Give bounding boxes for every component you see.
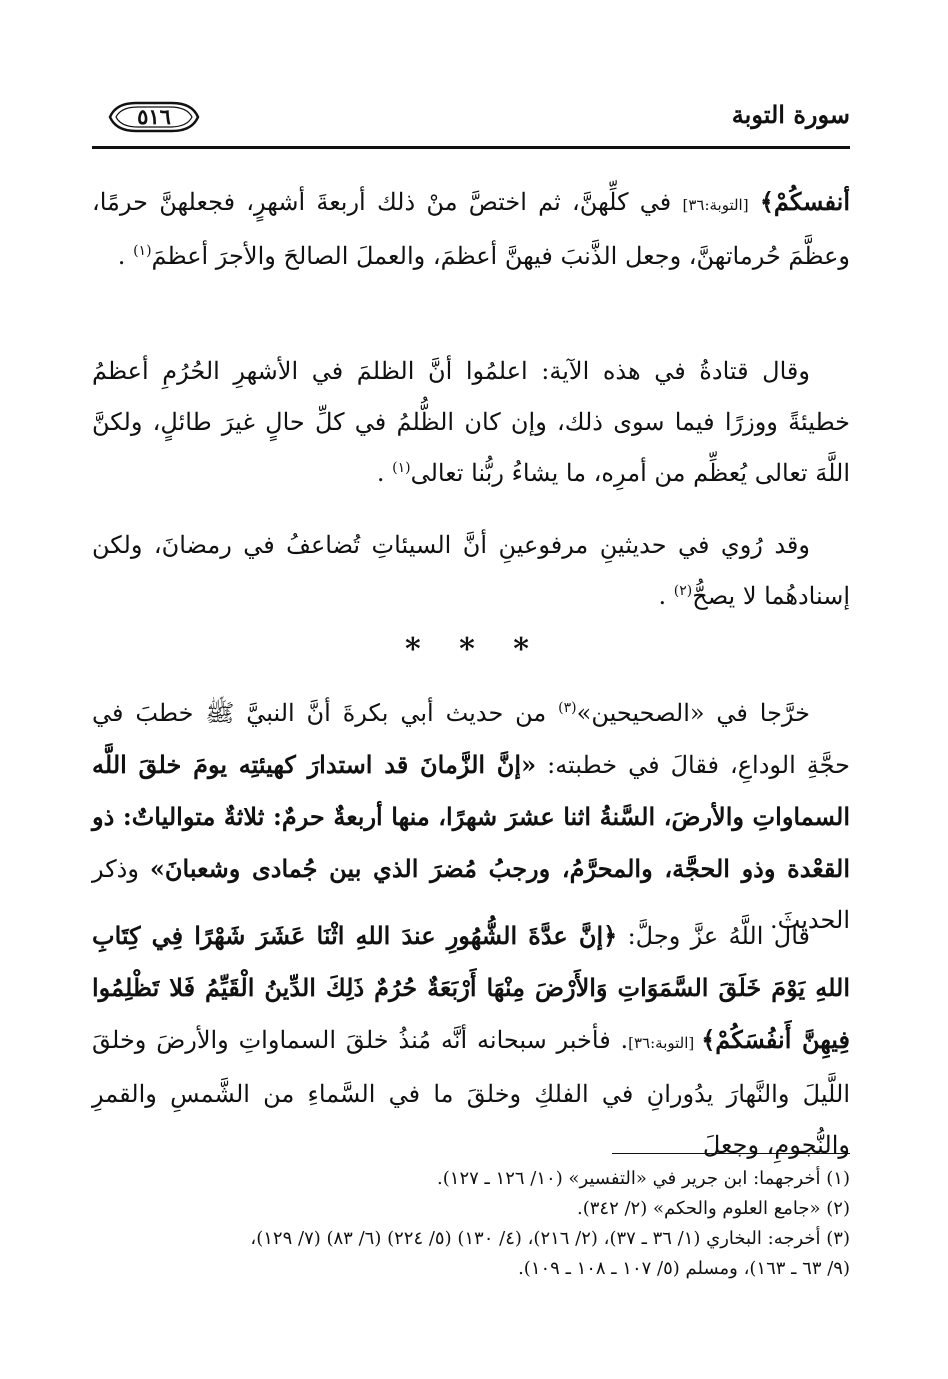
footnote-3-continued: (٩/ ٦٣ ـ ١٦٣)، ومسلم (٥/ ١٠٧ ـ ١٠٨ ـ ١٠٩). [518,1258,850,1279]
paragraph-text: من حديث أبي بكرةَ أنَّ النبيَّ ﷺ خطبَ في حجَّةِ الوداعِ، فقالَ في خطبته: [92,699,850,779]
footnote-1: (١) أخرجهما: ابن جرير في «التفسير» (١٠/ ١٢٦ ـ ١٢٧). [437,1168,850,1189]
quran-fragment: أنفسكُمْ﴾ [759,187,850,216]
paragraph-1 [92,176,850,282]
quran-verse: ﴿إنَّ عدَّةَ الشُّهُورِ عندَ اللهِ اثْنَا عَشَرَ شَهْرًا فِي كِتَابِ اللهِ يَوْمَ خَلَقَ السَّمَوَاتِ وَالأَرْضَ مِنْهَا أَرْبَعَةٌ حُرُمٌ ذَلِكَ الدِّينُ الْقَيِّمُ فَلا تَظْلِمُوا فِيهِنَّ أَنفُسَكُمْ﴾ [92,921,851,1054]
paragraph-text: . فأخبر سبحانه أنَّه مُنذُ خلقَ السماواتِ والأرضَ وخلقَ اللَّيلَ والنَّهارَ يدُورانِ في الفلكِ وخلقَ ما في السَّماءِ من الشَّمسِ والقمرِ والنُّجومِ، وجعلَ [92,1026,850,1159]
paragraph-2 [92,346,850,499]
paragraph-end: وذكر الحديثَ. [92,855,850,934]
header-rule [92,146,850,149]
paragraph-end: . [117,242,134,270]
paragraph-end: . [658,582,674,610]
verse-reference: [التوبة:٣٦] [628,1034,702,1052]
paragraph-text: قال اللَّهُ عزَّ وجلَّ: [617,922,811,950]
paragraph-text: في كلِّهنَّ، ثم اختصَّ منْ ذلك أربعةَ أشهرٍ، فجعلهنَّ حرمًا، وعظَّمَ حُرماتهنَّ، وجعل الذَّنبَ فيهنَّ أعظمَ، والعملَ الصالحَ والأجرَ أعظمَ [92,188,850,270]
footnote-3: (٣) أخرجه: البخاري (١/ ٣٦ ـ ٣٧)، (٢/ ٢١٦)، (٤/ ١٣٠) (٥/ ٢٢٤) (٦/ ٨٣) (٧/ ١٢٩)، [250,1228,850,1249]
section-separator: * * * [405,632,543,667]
paragraph-text: وقد رُوي في حديثينِ مرفوعينِ أنَّ السيئاتِ تُضاعفُ في رمضانَ، ولكن إسنادهُما لا يصحُّ [92,531,850,610]
page-header [92,98,850,158]
footnote-separator [612,1153,850,1154]
paragraph-4 [92,688,850,946]
paragraph-text: خرَّجا في «الصحيحين» [576,699,811,727]
footnote-marker: (٣) [558,700,577,716]
surah-title: سورة التوبة [731,100,850,129]
paragraph-text: وقال قتادةُ في هذه الآية: اعلمُوا أنَّ الظلمَ في الأشهرِ الحُرُمِ أعظمُ خطيئةً ووزرًا فيما سوى ذلك، وإن كان الظُّلمُ في كلِّ حالٍ غيرَ طائلٍ، ولكنَّ اللَّهَ تعالى يُعظِّم من أمرِه، ما يشاءُ ربُّنا تعالى [92,357,851,487]
footnote-marker: (٢) [673,583,693,599]
page-number-badge [106,100,202,134]
hadith-quote: «إنَّ الزَّمانَ قد استدارَ كهيئتِه يومَ خلقَ اللَّه السماواتِ والأرضَ، السَّنةُ اثنا عشرَ شهرًا، منها أربعةٌ حرمٌ: ثلاثةٌ متوالياتٌ: ذو القعْدة وذو الحجَّة، والمحرَّمُ، ورجبُ مُضرَ الذي بين جُمادى وشعبانَ» [92,750,850,883]
footnote-marker: (١) [133,243,152,259]
paragraph-5 [92,910,850,1171]
verse-reference: [التوبة:٣٦] [682,196,749,214]
footnotes [92,1164,850,1284]
page-number: ٥١٦ [137,104,171,129]
footnote-marker: (١) [392,460,411,476]
paragraph-3 [92,520,850,622]
footnote-2: (٢) «جامع العلوم والحكم» (٢/ ٣٤٢). [576,1198,850,1219]
paragraph-end: . [376,459,393,487]
